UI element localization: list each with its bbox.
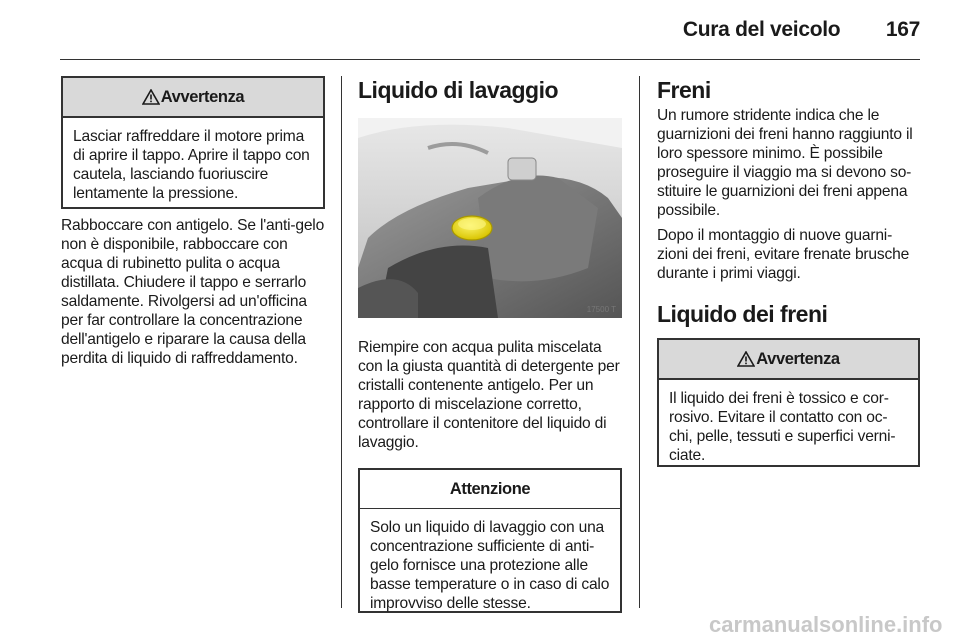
column-divider [639, 76, 640, 608]
warning-box [61, 76, 325, 209]
header-divider [60, 59, 920, 60]
warning-box-text: Il liquido dei freni è tossico e cor-rosivo. Evitare il contatto con oc-chi, pelle, tessuti e superfici verni-ciate. [669, 390, 896, 464]
page-header [683, 18, 920, 42]
page-number: 167 [885, 18, 920, 41]
warning-box-text: Lasciar raffreddare il motore prima di aprire il tappo. Aprire il tappo con cautela, lasciando fuoriuscire lentamente la pressione. [73, 128, 310, 202]
notice-box-text: Solo un liquido di lavaggio con una concentrazione sufficiente di anti-gelo fornisce una protezione alle basse temperature o in caso di calo improvviso delle stesse. [370, 519, 610, 612]
section-heading-washer-fluid: Liquido di lavaggio [358, 77, 559, 103]
image-code: 17500 T [586, 305, 616, 314]
column-divider [341, 76, 342, 608]
brakes-paragraph-1: Un rumore stridente indica che le guarnizioni dei freni hanno raggiunto il loro spessore minimo. È possibile proseguire il viaggio ma si devono so-stituire le guarnizioni dei freni appena possibile. [657, 107, 913, 219]
warning-box-title: Avvertenza [756, 349, 840, 368]
column-3 [657, 76, 920, 467]
notice-box-body [360, 509, 620, 622]
coolant-paragraph: Rabboccare con antigelo. Se l'anti-gelo non è disponibile, rabboccare con acqua di rubinetto pulita o acqua distillata. Chiudere il tappo e serrarlo saldamente. Rivolgersi ad un'officina per far controllare la concentrazione dell'antigelo e riparare la causa della perdita di liquido di raffreddamento. [61, 217, 325, 367]
column-1 [61, 76, 325, 368]
warning-box-header [63, 78, 323, 118]
notice-box [358, 468, 622, 613]
page-title: Cura del veicolo [682, 18, 841, 41]
site-watermark: carmanualsonline.info [709, 612, 943, 637]
washer-reservoir-photo [358, 118, 622, 318]
notice-box-title: Attenzione [449, 479, 531, 498]
warning-triangle-icon [737, 351, 755, 367]
section-heading-brake-fluid: Liquido dei freni [657, 301, 828, 327]
column-2 [358, 76, 622, 613]
brakes-paragraph-2: Dopo il montaggio di nuove guarni-zioni dei freni, evitare frenate brusche durante i primi viaggi. [657, 227, 910, 282]
engine-bay-illustration [358, 118, 622, 318]
warning-triangle-icon [142, 89, 160, 105]
warning-box [657, 338, 920, 467]
warning-box-body [659, 380, 918, 474]
warning-box-header [659, 340, 918, 380]
warning-box-body [63, 118, 323, 212]
washer-fluid-paragraph: Riempire con acqua pulita miscelata con la giusta quantità di detergente per cristalli contenente antigelo. Per un rapporto di miscelazione corretto, controllare il contenitore del liquido di lavaggio. [358, 339, 620, 451]
section-heading-brakes: Freni [657, 77, 711, 103]
warning-box-title: Avvertenza [160, 87, 245, 106]
notice-box-header [360, 470, 620, 509]
